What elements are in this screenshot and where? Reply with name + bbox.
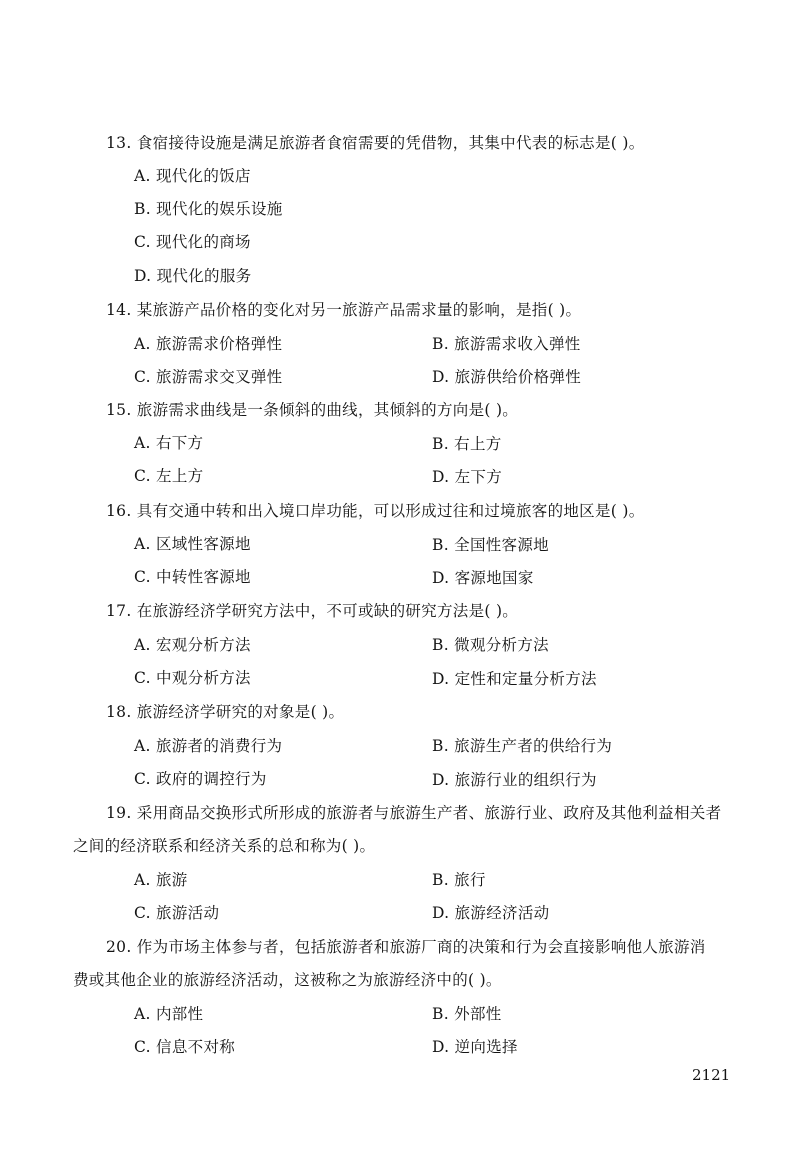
question-18-option-c: C. 政府的调控行为 <box>134 770 267 788</box>
question-19-option-a: A. 旅游 <box>134 871 188 889</box>
question-13-option-a: A. 现代化的饭店 <box>134 167 251 185</box>
question-18-option-a: A. 旅游者的消费行为 <box>134 737 283 755</box>
question-16-option-c: C. 中转性客源地 <box>134 568 251 586</box>
question-17-option-a: A. 宏观分析方法 <box>134 636 251 654</box>
question-20-option-b: B. 外部性 <box>432 1005 502 1023</box>
question-14-option-d: D. 旅游供给价格弹性 <box>432 368 582 386</box>
question-20-option-d: D. 逆向选择 <box>432 1038 518 1056</box>
question-13-option-d: D. 现代化的服务 <box>134 267 252 285</box>
question-15-option-b: B. 右上方 <box>432 435 502 453</box>
page-number: 2121 <box>692 1066 731 1084</box>
question-13-option-c: C. 现代化的商场 <box>134 233 251 251</box>
question-18-stem: 18. 旅游经济学研究的对象是( )。 <box>106 703 345 721</box>
question-16-option-a: A. 区域性客源地 <box>134 535 251 553</box>
question-15-option-c: C. 左上方 <box>134 467 204 485</box>
question-16-stem: 16. 具有交通中转和出入境口岸功能，可以形成过往和过境旅客的地区是( )。 <box>106 502 645 520</box>
question-15-option-d: D. 左下方 <box>432 468 503 486</box>
question-19-stem-line2: 之间的经济联系和经济关系的总和称为( )。 <box>73 837 376 855</box>
question-20-option-c: C. 信息不对称 <box>134 1038 236 1056</box>
question-19-option-b: B. 旅行 <box>432 871 486 889</box>
question-13-option-b: B. 现代化的娱乐设施 <box>134 200 283 218</box>
question-20-option-a: A. 内部性 <box>134 1005 204 1023</box>
question-17-option-c: C. 中观分析方法 <box>134 669 251 687</box>
question-16-option-b: B. 全国性客源地 <box>432 536 549 554</box>
question-19-option-c: C. 旅游活动 <box>134 904 220 922</box>
question-19-option-d: D. 旅游经济活动 <box>432 904 550 922</box>
question-14-option-a: A. 旅游需求价格弹性 <box>134 335 283 353</box>
question-15-stem: 15. 旅游需求曲线是一条倾斜的曲线，其倾斜的方向是( )。 <box>106 401 519 419</box>
question-13-stem: 13. 食宿接待设施是满足旅游者食宿需要的凭借物，其集中代表的标志是( )。 <box>106 134 645 152</box>
question-17-option-d: D. 定性和定量分析方法 <box>432 670 597 688</box>
question-18-option-b: B. 旅游生产者的供给行为 <box>432 737 613 755</box>
question-17-option-b: B. 微观分析方法 <box>432 636 549 654</box>
question-19-stem-line1: 19. 采用商品交换形式所形成的旅游者与旅游生产者、旅游行业、政府及其他利益相关者 <box>106 804 722 822</box>
question-14-stem: 14. 某旅游产品价格的变化对另一旅游产品需求量的影响，是指( )。 <box>106 301 582 319</box>
question-16-option-d: D. 客源地国家 <box>432 569 534 587</box>
question-18-option-d: D. 旅游行业的组织行为 <box>432 771 597 789</box>
question-14-option-b: B. 旅游需求收入弹性 <box>432 335 581 353</box>
question-17-stem: 17. 在旅游经济学研究方法中，不可或缺的研究方法是( )。 <box>106 602 519 620</box>
question-14-option-c: C. 旅游需求交叉弹性 <box>134 368 283 386</box>
question-20-stem-line1: 20. 作为市场主体参与者，包括旅游者和旅游厂商的决策和行为会直接影响他人旅游消 <box>106 938 706 956</box>
question-15-option-a: A. 右下方 <box>134 434 204 452</box>
question-20-stem-line2: 费或其他企业的旅游经济活动，这被称之为旅游经济中的( )。 <box>73 971 502 989</box>
